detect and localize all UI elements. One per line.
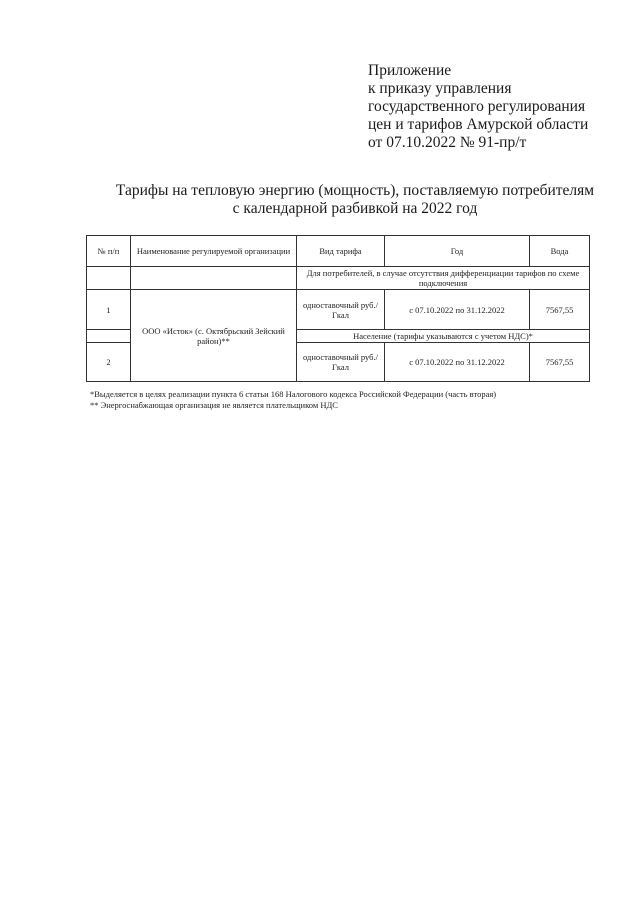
row-period: с 07.10.2022 по 31.12.2022 — [385, 343, 530, 382]
header-tariff-type: Вид тарифа — [297, 236, 385, 267]
empty-cell — [87, 267, 131, 290]
organization-name: ООО «Исток» (с. Октябрьский Зейский район)** — [131, 290, 297, 382]
row-tariff-type: одноставочный руб./Гкал — [297, 343, 385, 382]
row-value: 7567,55 — [530, 290, 590, 330]
document-title — [100, 182, 610, 218]
title-line-2: с календарной разбивкой на 2022 год — [232, 200, 478, 217]
footnote-vat: *Выделяется в целях реализации пункта 6 статьи 168 Налогового кодекса Российской Федерации (часть вторая) — [90, 389, 497, 399]
title-line-1: Тарифы на тепловую энергию (мощность), поставляемую потребителям — [115, 182, 595, 199]
row-tariff-type: одноставочный руб./Гкал — [297, 290, 385, 330]
appendix-line: цен и тарифов Амурской области — [368, 116, 589, 133]
appendix-header — [368, 62, 608, 152]
row-num: 2 — [87, 343, 131, 382]
appendix-line: от 07.10.2022 № 91-пр/т — [368, 134, 527, 151]
header-year: Год — [385, 236, 530, 267]
footnotes — [90, 389, 610, 410]
empty-cell — [131, 267, 297, 290]
row-num: 1 — [87, 290, 131, 330]
header-num: № п/п — [87, 236, 131, 267]
footnote-org: ** Энергоснабжающая организация не является плательщиком НДС — [90, 399, 338, 410]
appendix-line: к приказу управления — [368, 80, 512, 97]
header-org: Наименование регулируемой организации — [131, 236, 297, 267]
section-caption-row — [87, 267, 590, 290]
appendix-line: государственного регулирования — [368, 98, 586, 115]
header-water: Вода — [530, 236, 590, 267]
table-header-row — [87, 236, 590, 267]
tariff-table — [86, 235, 590, 382]
section-1-caption: Для потребителей, в случае отсутствия дифференциации тарифов по схеме подключения — [297, 267, 590, 290]
empty-cell — [87, 330, 131, 343]
section-2-caption: Население (тарифы указываются с учетом НДС)* — [297, 330, 590, 343]
row-period: с 07.10.2022 по 31.12.2022 — [385, 290, 530, 330]
row-value: 7567,55 — [530, 343, 590, 382]
table-row — [87, 290, 590, 330]
appendix-line: Приложение — [368, 62, 452, 79]
